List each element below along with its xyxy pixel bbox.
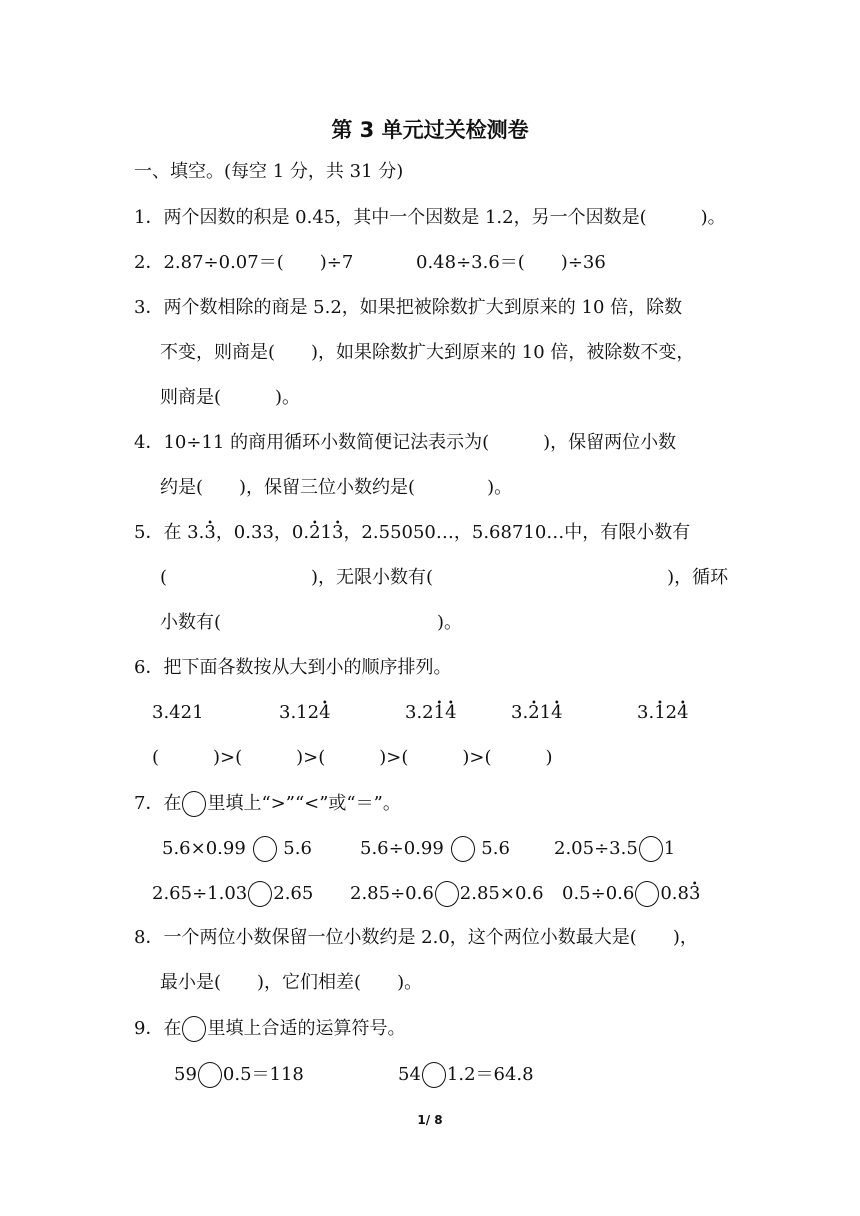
q5-text: 1 — [320, 522, 332, 543]
answer-circle[interactable] — [248, 881, 272, 907]
number-2: 3.12• 4 — [279, 701, 331, 725]
answer-circle[interactable] — [639, 836, 663, 862]
question-8-line-1: 8．一个两位小数保留一位小数约是 2.0，这个两位小数最大是( )， — [134, 927, 698, 948]
number-1: 3.421 — [152, 702, 204, 723]
repeating-digit: • 4 — [677, 701, 688, 725]
number-4: 3.• 21• 4 — [511, 701, 563, 725]
compare-item: 5.6÷0.99 5.6 — [360, 836, 510, 862]
question-9: 9．在 里填上合适的运算符号。 — [134, 1016, 405, 1042]
question-5-line-1 — [134, 521, 690, 545]
repeating-digit: • 3 — [204, 521, 215, 545]
answer-circle[interactable] — [635, 881, 659, 907]
answer-circle[interactable] — [451, 836, 475, 862]
repeating-digit: • 2 — [528, 701, 539, 725]
question-4-line-2: 约是( )，保留三位小数约是( )。 — [160, 477, 513, 498]
repeating-digit: • 4 — [319, 701, 330, 725]
page-number: 1/ 8 — [417, 1113, 443, 1127]
answer-circle[interactable] — [198, 1062, 222, 1088]
question-3-line-3: 则商是( )。 — [160, 387, 301, 408]
order-blanks: ( )>( )>( )>( )>( ) — [152, 747, 553, 768]
question-7: 7．在 里填上“>”“<”或“＝”。 — [134, 791, 401, 817]
compare-item: 5.6×0.99 5.6 — [162, 836, 312, 862]
repeating-digit: • 4 — [551, 701, 562, 725]
compare-item: 2.05÷3.5 1 — [554, 836, 675, 862]
number-5: 3.• 12• 4 — [637, 701, 689, 725]
repeating-digit: • 3 — [689, 882, 700, 906]
question-2b: 0.48÷3.6＝( )÷36 — [416, 252, 606, 273]
question-8-line-2: 最小是( )，它们相差( )。 — [160, 972, 423, 993]
operator-item: 54 1.2＝64.8 — [398, 1062, 534, 1088]
question-3-line-1: 3．两个数相除的商是 5.2，如果把被除数扩大到原来的 10 倍，除数 — [134, 297, 683, 318]
q5-text: 5．在 3. — [134, 522, 205, 543]
compare-item: 2.65÷1.03 2.65 — [152, 881, 313, 907]
question-1: 1．两个因数的积是 0.45，其中一个因数是 1.2，另一个因数是( )。 — [134, 207, 726, 228]
answer-circle[interactable] — [422, 1062, 446, 1088]
q5-text: ，0.33，0. — [215, 522, 310, 543]
page-title: 第 3 单元过关检测卷 — [331, 118, 529, 142]
section-heading: 一、填空。(每空 1 分，共 31 分) — [134, 161, 404, 182]
answer-circle[interactable] — [435, 881, 459, 907]
answer-circle[interactable] — [182, 1016, 206, 1042]
answer-circle[interactable] — [182, 791, 206, 817]
number-3: 3.2• 1• 4 — [405, 701, 457, 725]
answer-circle[interactable] — [253, 836, 277, 862]
question-5-line-2: ( )，无限小数有( )，循环 — [160, 567, 729, 588]
operator-item: 59 0.5＝118 — [174, 1062, 304, 1088]
repeating-digit: • 1 — [654, 701, 665, 725]
compare-item: 2.85÷0.6 2.85×0.6 — [350, 881, 544, 907]
question-3-line-2: 不变，则商是( )，如果除数扩大到原来的 10 倍，被除数不变， — [160, 342, 695, 363]
repeating-digit: • 3 — [332, 521, 343, 545]
question-4-line-1: 4．10÷11 的商用循环小数简便记法表示为( )，保留两位小数 — [134, 432, 677, 453]
repeating-digit: • 2 — [309, 521, 320, 545]
repeating-digit: • 1 — [434, 701, 445, 725]
question-5-line-3: 小数有( )。 — [160, 612, 463, 633]
repeating-digit: • 4 — [445, 701, 456, 725]
question-2a: 2．2.87÷0.07＝( )÷7 — [134, 252, 354, 273]
compare-item: 0.5÷0.6 0.8• 3 — [562, 881, 700, 907]
q5-text: ，2.55050…，5.68710…中，有限小数有 — [343, 522, 691, 543]
question-6: 6．把下面各数按从大到小的顺序排列。 — [134, 657, 452, 678]
